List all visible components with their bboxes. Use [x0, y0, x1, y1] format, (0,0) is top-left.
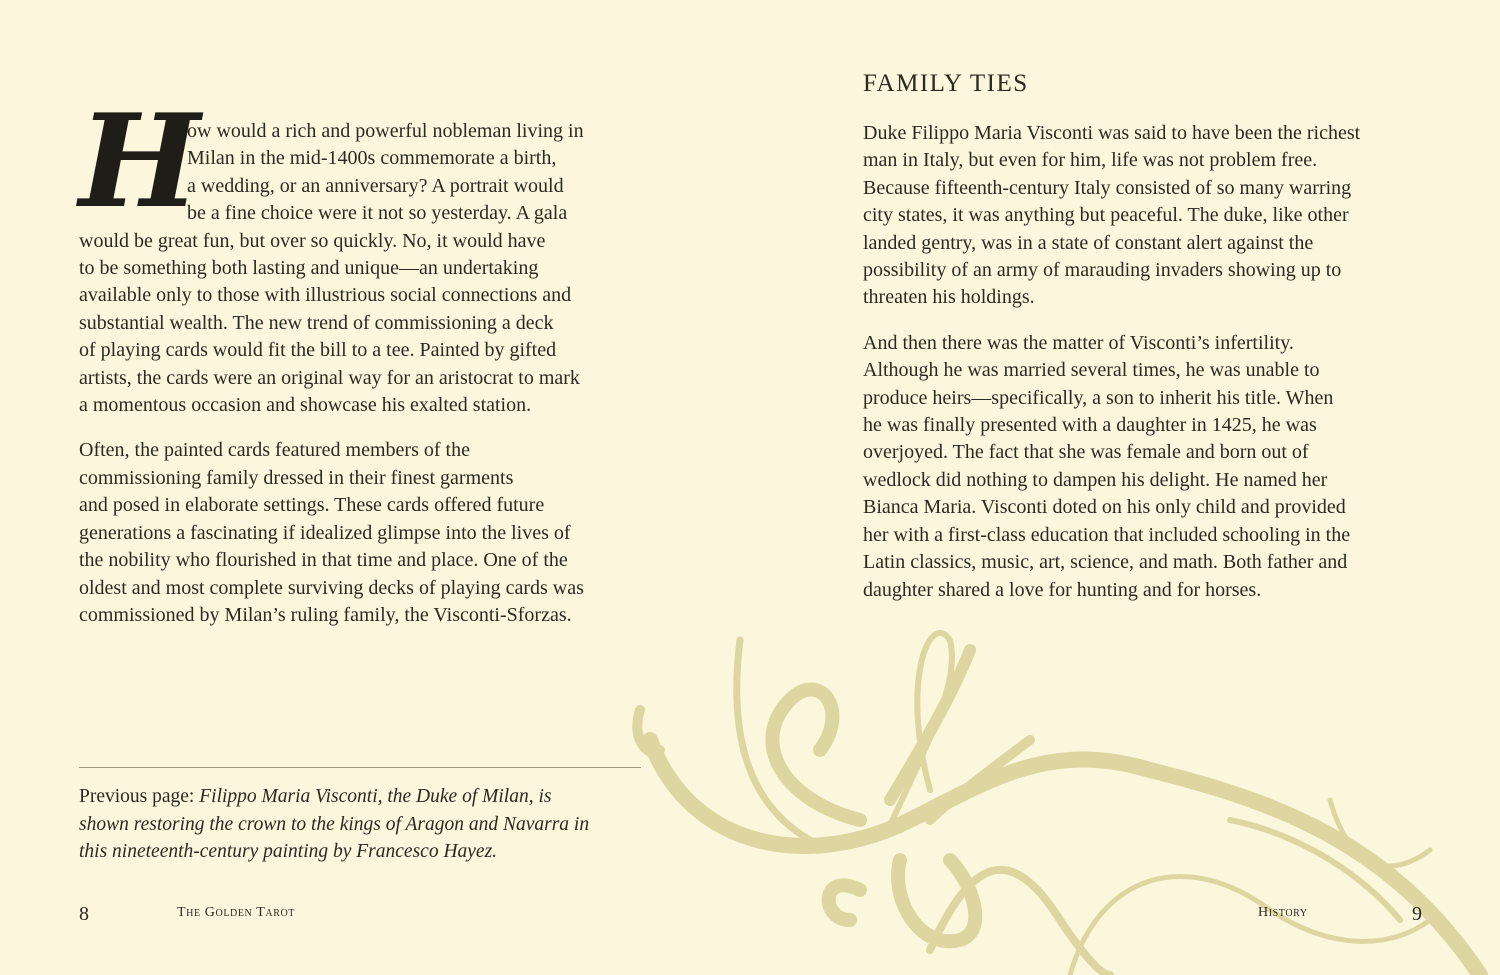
text-line: he was finally presented with a daughter in 1425, he was	[863, 414, 1317, 437]
caption-line: Filippo Maria Visconti, the Duke of Milan, is	[199, 786, 552, 807]
text-line: wedlock did nothing to dampen his delight. He named her	[863, 468, 1328, 491]
drop-cap-letter: H	[79, 87, 200, 237]
text-line: oldest and most complete surviving decks of playing cards was	[79, 576, 584, 599]
text-line: commissioned by Milan’s ruling family, the Visconti-Sforzas.	[79, 603, 572, 626]
caption-line: shown restoring the crown to the kings of Aragon and Navarra in	[79, 813, 590, 835]
running-head-left: The Golden Tarot	[177, 905, 295, 920]
text-line: Latin classics, music, art, science, and math. Both father and	[863, 551, 1348, 574]
image-caption	[79, 783, 589, 866]
text-line: of playing cards would fit the bill to a tee. Painted by gifted	[79, 339, 557, 362]
page-number-right: 9	[1412, 903, 1422, 925]
text-line: commissioning family dressed in their finest garments	[79, 466, 514, 489]
text-line: landed gentry, was in a state of constant alert against the	[863, 231, 1314, 254]
text-line: Milan in the mid-1400s commemorate a birth,	[187, 147, 557, 170]
text-line: a momentous occasion and showcase his exalted station.	[79, 394, 532, 417]
text-line: threaten his holdings.	[863, 286, 1035, 309]
section-heading: FAMILY TIES	[863, 70, 1029, 97]
text-line: the nobility who flourished in that time and place. One of the	[79, 549, 568, 572]
running-head-right: History	[1258, 905, 1308, 920]
text-line: daughter shared a love for hunting and for horses.	[863, 578, 1262, 601]
text-line: artists, the cards were an original way for an aristocrat to mark	[79, 366, 580, 389]
text-line: Often, the painted cards featured members of the	[79, 439, 470, 462]
text-line: available only to those with illustrious social connections and	[79, 284, 572, 307]
left-page-body	[79, 118, 639, 647]
text-line: Bianca Maria. Visconti doted on his only child and provided	[863, 496, 1346, 519]
text-line: overjoyed. The fact that she was female and born out of	[863, 441, 1309, 464]
right-page-body	[863, 120, 1423, 622]
text-line: generations a fascinating if idealized glimpse into the lives of	[79, 521, 571, 544]
text-line: Because fifteenth-century Italy consisted of so many warring	[863, 176, 1352, 199]
text-line: city states, it was anything but peaceful. The duke, like other	[863, 204, 1349, 227]
text-line: be a fine choice were it not so yesterday. A gala	[187, 202, 568, 225]
paragraph	[863, 330, 1423, 604]
text-line: and posed in elaborate settings. These cards offered future	[79, 494, 545, 517]
text-line: Although he was married several times, he was unable to	[863, 359, 1320, 382]
text-line: would be great fun, but over so quickly. No, it would have	[79, 229, 546, 252]
text-line: a wedding, or an anniversary? A portrait would	[187, 174, 564, 197]
decorative-swirl-ornament	[630, 620, 1500, 975]
caption-prefix: Previous page:	[79, 786, 200, 807]
text-line: produce heirs—specifically, a son to inherit his title. When	[863, 386, 1334, 409]
text-line: possibility of an army of marauding invaders showing up to	[863, 259, 1342, 282]
text-line: her with a first-class education that included schooling in the	[863, 523, 1351, 546]
text-line: Duke Filippo Maria Visconti was said to have been the richest	[863, 122, 1361, 144]
text-line: to be something both lasting and unique—an undertaking	[79, 257, 539, 280]
text-line: ow would a rich and powerful nobleman living in	[187, 120, 584, 142]
paragraph	[863, 120, 1423, 312]
page-number-left: 8	[79, 903, 89, 925]
text-line: substantial wealth. The new trend of commissioning a deck	[79, 311, 554, 334]
caption-divider	[79, 767, 641, 768]
paragraph	[79, 118, 639, 419]
text-line: man in Italy, but even for him, life was not problem free.	[863, 149, 1318, 172]
text-line: And then there was the matter of Visconti’s infertility.	[863, 331, 1294, 354]
caption-line: this nineteenth-century painting by Francesco Hayez.	[79, 841, 498, 863]
paragraph	[79, 437, 639, 629]
